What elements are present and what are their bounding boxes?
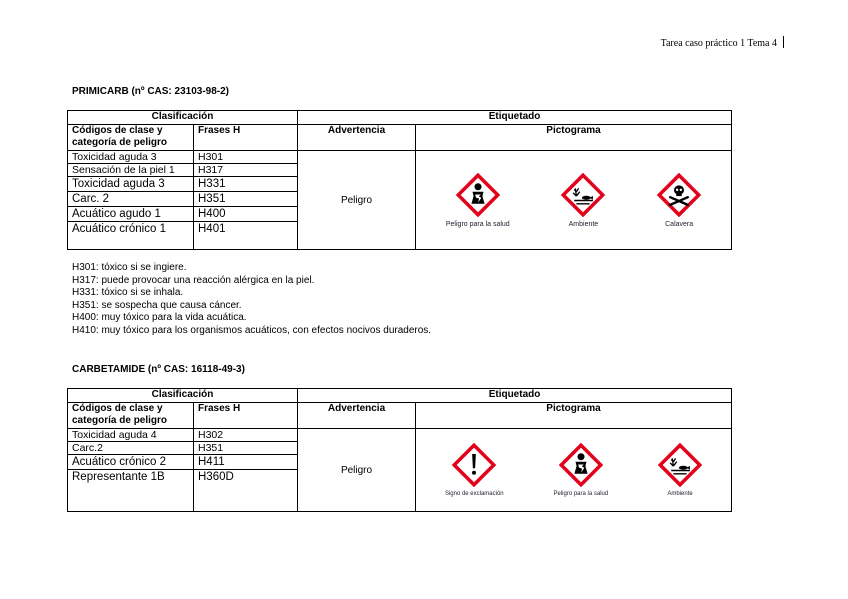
frase-cell: H317 xyxy=(194,164,297,177)
pictogram xyxy=(446,173,510,228)
frase-cell: H302 xyxy=(194,429,297,442)
codigo-cell: Acuático crónico 2 xyxy=(68,455,193,470)
header-text: Tarea caso práctico 1 Tema 4 xyxy=(660,38,777,49)
frase-cell: H351 xyxy=(194,192,297,207)
head-etiquetado: Etiquetado xyxy=(298,111,732,125)
pictograma-cell xyxy=(416,429,732,512)
frase-cell: H401 xyxy=(198,223,226,235)
health-hazard-icon xyxy=(559,443,603,487)
h-statement: H351: se sospecha que causa cáncer. xyxy=(72,299,242,311)
codigo-cell: Toxicidad aguda 4 xyxy=(68,429,193,442)
codigo-cell: Sensación de la piel 1 xyxy=(68,164,193,177)
head-clasificacion: Clasificación xyxy=(68,389,298,403)
page-header xyxy=(661,36,784,49)
codigo-cell: Carc.2 xyxy=(68,442,193,455)
codigo-cell: Toxicidad aguda 3 xyxy=(68,177,193,192)
h-statements xyxy=(72,262,431,337)
h-statement: H301: tóxico si se ingiere. xyxy=(72,262,187,273)
pictogram-caption: Signo de exclamación xyxy=(444,491,504,497)
frases-list xyxy=(194,429,298,512)
pictogram-caption: Peligro para la salud xyxy=(445,220,510,228)
pictogram-caption: Ambiente xyxy=(667,491,693,497)
h-statement: H331: tóxico si se inhala. xyxy=(72,287,184,298)
codigo-cell: Acuático crónico 1 xyxy=(72,223,166,235)
head-etiquetado: Etiquetado xyxy=(298,389,732,403)
pictogram xyxy=(554,443,609,497)
pictogram-caption: Calavera xyxy=(665,220,694,228)
h-statement: H317: puede provocar una reacción alérgica en la piel. xyxy=(72,274,315,286)
primicarb-table xyxy=(67,110,732,250)
pictograma-cell xyxy=(416,151,732,250)
frase-cell: H331 xyxy=(194,177,297,192)
codigo-cell: Toxicidad aguda 3 xyxy=(68,151,193,164)
col-frases: Frases H xyxy=(194,125,298,151)
exclamation-icon xyxy=(452,443,496,487)
codigo-cell: Carc. 2 xyxy=(68,192,193,207)
environment-icon xyxy=(658,443,702,487)
col-frases: Frases H xyxy=(194,403,298,429)
h-statement: H400: muy tóxico para la vida acuática. xyxy=(72,312,247,323)
pictogram-caption: Ambiente xyxy=(568,220,599,228)
frase-cell: H351 xyxy=(194,442,297,455)
frase-cell: H360D xyxy=(198,471,234,483)
advertencia-value: Peligro xyxy=(298,151,416,250)
col-codigos: Códigos de clase y categoría de peligro xyxy=(68,403,194,429)
pictogram xyxy=(658,443,702,497)
advertencia-value: Peligro xyxy=(298,429,416,512)
environment-icon xyxy=(561,173,605,217)
pictogram-caption: Peligro para la salud xyxy=(553,491,609,497)
col-codigos: Códigos de clase y categoría de peligro xyxy=(68,125,194,151)
codigos-list xyxy=(68,429,194,512)
h-statement: H410: muy tóxico para los organismos acuáticos, con efectos nocivos duraderos. xyxy=(72,324,432,336)
codigo-cell: Representante 1B xyxy=(72,471,165,483)
col-pictograma: Pictograma xyxy=(416,125,732,151)
section-title-primicarb: PRIMICARB (nº CAS: 23103-98-2) xyxy=(72,86,230,97)
frase-cell: H411 xyxy=(194,455,297,470)
codigos-list xyxy=(68,151,194,250)
col-advertencia: Advertencia xyxy=(298,403,416,429)
frases-list xyxy=(194,151,298,250)
skull-icon xyxy=(657,173,701,217)
health-hazard-icon xyxy=(456,173,500,217)
carbetamide-table xyxy=(67,388,732,512)
pictogram xyxy=(657,173,701,228)
frase-cell: H400 xyxy=(194,207,297,222)
codigo-cell: Acuático agudo 1 xyxy=(68,207,193,222)
section-title-carbetamide: CARBETAMIDE (nº CAS: 16118-49-3) xyxy=(72,364,245,375)
pictogram xyxy=(445,443,504,497)
head-clasificacion: Clasificación xyxy=(68,111,298,125)
frase-cell: H301 xyxy=(194,151,297,164)
pictogram xyxy=(561,173,605,228)
header-divider xyxy=(783,36,784,48)
col-advertencia: Advertencia xyxy=(298,125,416,151)
col-pictograma: Pictograma xyxy=(416,403,732,429)
